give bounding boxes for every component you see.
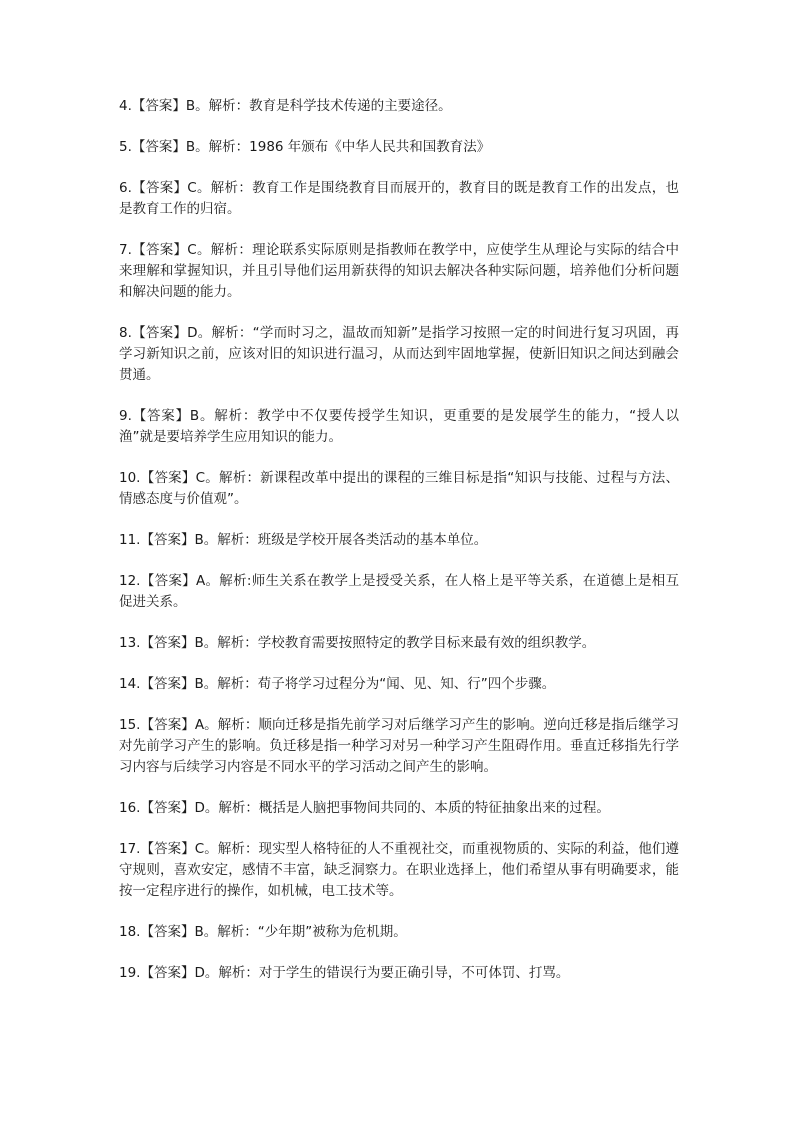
answer-item-5 <box>119 137 679 158</box>
answer-number: 8. <box>119 325 132 341</box>
answer-number: 6. <box>119 180 132 196</box>
answer-item-16 <box>119 798 679 819</box>
answer-item-19 <box>119 963 679 984</box>
answer-item-15 <box>119 715 679 778</box>
answer-item-12 <box>119 571 679 613</box>
answer-text: 【答案】D。解析：“学而时习之，温故而知新”是指学习按照一定的时间进行复习巩固，再学习新知识之前，应该对旧的知识进行温习，从而达到牢固地掌握，使新旧知识之间达到融会贯通。 <box>119 325 679 383</box>
answer-number: 7. <box>119 242 132 258</box>
answer-number: 4. <box>119 98 132 114</box>
answer-item-4 <box>119 96 679 117</box>
answer-text: 【答案】B。解析：教育是科学技术传递的主要途径。 <box>131 98 452 114</box>
answer-text: 【答案】A。解析:师生关系在教学上是授受关系，在人格上是平等关系，在道德上是相互促进关系。 <box>119 573 679 610</box>
answer-number: 14. <box>119 676 141 692</box>
answer-number: 16. <box>119 800 141 816</box>
answer-text: 【答案】C。解析：教育工作是围绕教育目而展开的，教育目的既是教育工作的出发点，也是教育工作的归宿。 <box>119 180 679 217</box>
answer-number: 10. <box>119 470 141 486</box>
answer-item-8 <box>119 323 679 386</box>
answer-number: 17. <box>119 841 141 857</box>
answer-number: 13. <box>119 635 141 651</box>
answer-number: 12. <box>119 573 141 589</box>
answer-item-11 <box>119 530 679 551</box>
answer-text: 【答案】B。解析：学校教育需要按照特定的教学目标来最有效的组织教学。 <box>140 635 596 651</box>
answer-text: 【答案】B。解析：1986 年颁布《中华人民共和国教育法》 <box>131 139 491 155</box>
answer-item-6 <box>119 178 679 220</box>
answer-item-17 <box>119 839 679 902</box>
answer-item-7 <box>119 240 679 303</box>
answer-text: 【答案】C。解析：现实型人格特征的人不重视社交，而重视物质的、实际的利益，他们遵守规则，喜欢安定，感情不丰富，缺乏洞察力。在职业选择上，他们希望从事有明确要求，能按一定程序进行的操作，如机械，电工技术等。 <box>119 841 679 899</box>
answer-text: 【答案】C。解析：新课程改革中提出的课程的三维目标是指“知识与技能、过程与方法、情感态度与价值观”。 <box>119 470 679 507</box>
answer-number: 5. <box>119 139 132 155</box>
answer-text: 【答案】A。解析：顺向迁移是指先前学习对后继学习产生的影响。逆向迁移是指后继学习对先前学习产生的影响。负迁移是指一种学习对另一种学习产生阻碍作用。垂直迁移指先行学习内容与后续学习内容是不同水平的学习活动之间产生的影响。 <box>119 717 679 775</box>
answer-number: 11. <box>119 532 141 548</box>
answer-item-18 <box>119 922 679 943</box>
answer-text: 【答案】B。解析：荀子将学习过程分为“闻、见、知、行”四个步骤。 <box>140 676 556 692</box>
answer-item-13 <box>119 633 679 654</box>
answer-item-14 <box>119 674 679 695</box>
answer-number: 19. <box>119 965 141 981</box>
answer-number: 15. <box>119 717 141 733</box>
answer-text: 【答案】B。解析：教学中不仅要传授学生知识，更重要的是发展学生的能力，“授人以渔”就是要培养学生应用知识的能力。 <box>119 408 679 445</box>
answer-number: 9. <box>119 408 132 424</box>
answer-text: 【答案】B。解析：“少年期”被称为危机期。 <box>140 924 407 940</box>
answer-item-10 <box>119 468 679 510</box>
answer-number: 18. <box>119 924 141 940</box>
answer-text: 【答案】C。解析：理论联系实际原则是指教师在教学中，应使学生从理论与实际的结合中来理解和掌握知识，并且引导他们运用新获得的知识去解决各种实际问题，培养他们分析问题和解决问题的能力。 <box>119 242 679 300</box>
answer-list <box>119 96 679 1004</box>
answer-text: 【答案】D。解析：概括是人脑把事物间共同的、本质的特征抽象出来的过程。 <box>140 800 610 816</box>
answer-text: 【答案】D。解析：对于学生的错误行为要正确引导，不可体罚、打骂。 <box>140 965 570 981</box>
answer-text: 【答案】B。解析：班级是学校开展各类活动的基本单位。 <box>140 532 488 548</box>
answer-item-9 <box>119 406 679 448</box>
